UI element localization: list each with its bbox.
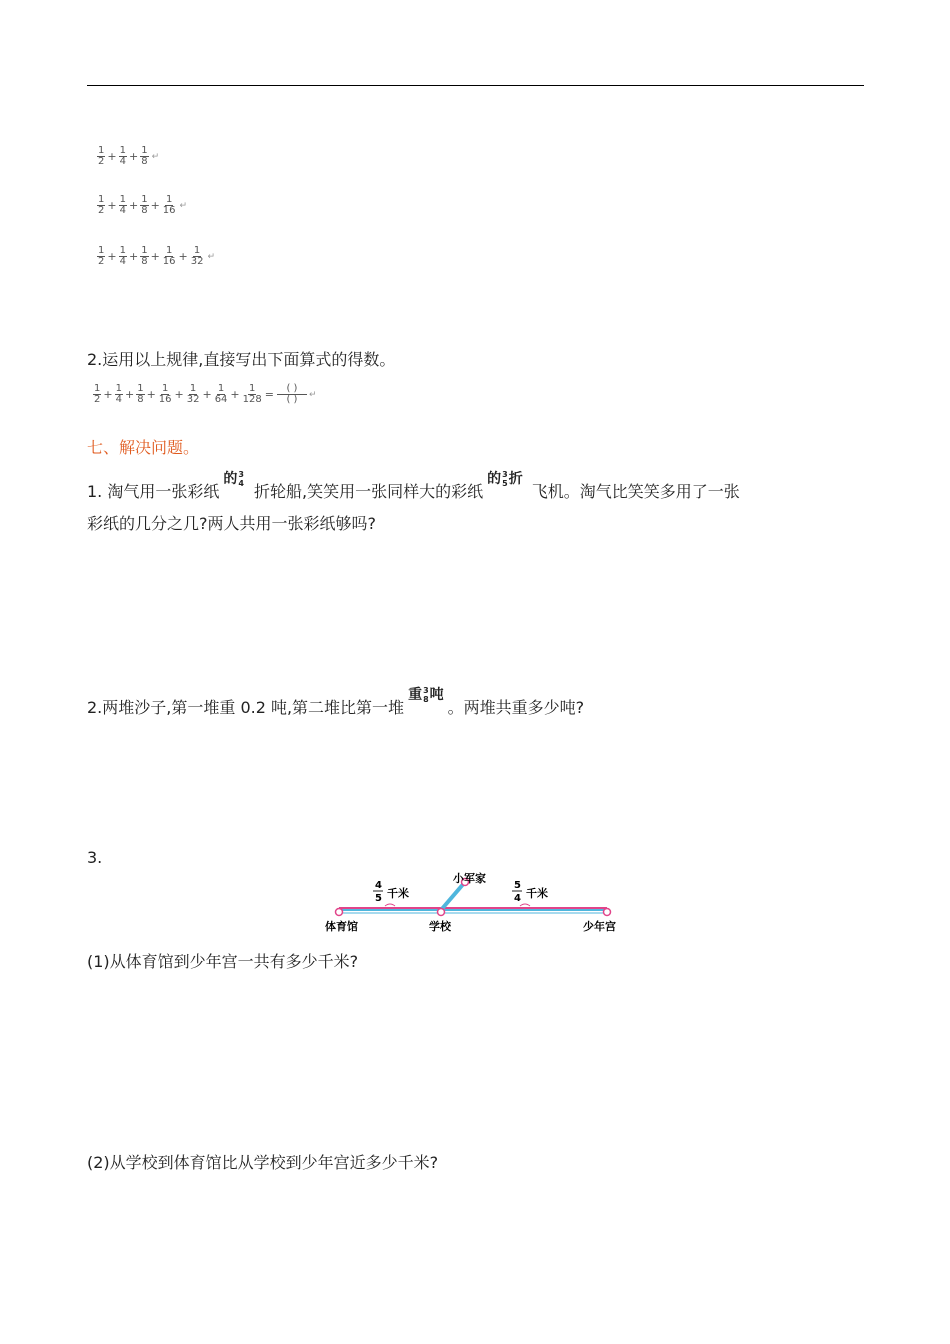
fraction-numerator: 1	[119, 145, 126, 156]
fraction-numerator: 1	[193, 245, 201, 256]
fraction-denominator: 4	[119, 156, 126, 167]
fraction-numerator: 1	[249, 383, 256, 394]
p2-seg2: 。两堆共重多少吨?	[447, 698, 585, 717]
plus-sign: +	[128, 250, 139, 263]
fraction	[140, 146, 148, 167]
plus-sign: +	[230, 388, 240, 401]
fraction	[140, 246, 148, 267]
p1-frac2-word: 的	[487, 471, 502, 487]
fraction-denominator: 4	[119, 205, 126, 216]
q2-expression	[92, 384, 317, 405]
route-diagram	[325, 866, 625, 938]
fraction	[186, 384, 201, 405]
fraction	[97, 195, 105, 216]
fraction	[158, 384, 173, 405]
p1-frac2-after: 折	[508, 471, 523, 487]
fraction-numerator: 1	[119, 245, 126, 256]
return-mark: ↵	[207, 251, 216, 262]
p1-frac2-num: 3	[502, 470, 508, 479]
gym-point	[336, 909, 343, 916]
fraction	[119, 246, 127, 267]
plus-sign: +	[128, 199, 139, 212]
fraction-numerator: 1	[141, 245, 148, 256]
fraction-denominator: 8	[141, 256, 148, 267]
fraction-denominator: 32	[186, 394, 200, 405]
sub-question-2: (2)从学校到体育馆比从学校到少年宫近多少千米?	[87, 1153, 439, 1172]
fraction-denominator: 4	[119, 256, 126, 267]
plus-sign: +	[178, 250, 188, 263]
plus-sign: +	[202, 388, 212, 401]
right-brace	[520, 904, 530, 906]
route-line-home	[441, 882, 465, 910]
plus-sign: +	[128, 150, 139, 163]
right-dist-den: 4	[514, 893, 521, 904]
q2-label: 2.运用以上规律,直接写出下面算式的得数。	[87, 350, 396, 369]
p1-seg2: 折轮船,笑笑用一张同样大的彩纸	[248, 482, 484, 501]
p1-frac1-den: 4	[238, 479, 244, 488]
fraction	[242, 384, 263, 405]
fraction-denominator: 16	[162, 205, 176, 216]
p2-fraction	[408, 686, 444, 704]
p2-frac-after: 吨	[429, 687, 444, 703]
fraction-denominator: 64	[214, 394, 228, 405]
answer-blank[interactable]	[277, 384, 307, 405]
p2-frac-num: 3	[423, 686, 429, 695]
p1-seg1: 1. 淘气用一张彩纸	[87, 482, 220, 501]
fraction-numerator: 1	[165, 194, 173, 205]
equals-sign: =	[264, 388, 274, 401]
fraction-numerator: 1	[98, 145, 105, 156]
palace-point	[604, 909, 611, 916]
fraction	[119, 195, 127, 216]
fraction-denominator: 8	[137, 394, 144, 405]
fraction-denominator: 8	[141, 205, 148, 216]
fraction	[97, 246, 105, 267]
home-label: 小军家	[453, 872, 486, 885]
fraction-numerator: 1	[119, 194, 126, 205]
p1-fraction-1	[223, 470, 245, 488]
left-dist-num: 4	[375, 880, 382, 891]
problem-3-label: 3.	[87, 848, 103, 867]
plus-sign: +	[103, 388, 113, 401]
problem-2	[87, 686, 585, 718]
fraction	[115, 384, 123, 405]
plus-sign: +	[107, 250, 117, 263]
left-dist-den: 5	[375, 893, 382, 904]
series-row	[96, 246, 215, 267]
fraction-denominator: 8	[141, 156, 148, 167]
fraction-denominator: 2	[98, 156, 105, 167]
fraction-numerator: 1	[141, 145, 148, 156]
answer-blank-top: ( )	[277, 384, 307, 395]
p1-seg3: 飞机。淘气比笑笑多用了一张	[526, 482, 740, 501]
plus-sign: +	[107, 199, 117, 212]
p1-frac1-word: 的	[223, 471, 238, 487]
problem-1-line-1	[87, 470, 740, 502]
fraction-numerator: 1	[115, 383, 122, 394]
fraction-denominator: 2	[98, 205, 105, 216]
fraction-numerator: 1	[94, 383, 101, 394]
p2-frac-word: 重	[408, 687, 423, 703]
fraction	[140, 195, 148, 216]
fraction-denominator: 16	[158, 394, 172, 405]
fraction-denominator: 128	[242, 394, 262, 405]
fraction-numerator: 1	[98, 194, 105, 205]
right-dist-unit: 千米	[526, 887, 548, 900]
sub-question-1: (1)从体育馆到少年宫一共有多少千米?	[87, 952, 359, 971]
fraction-numerator: 1	[141, 194, 148, 205]
header-rule	[87, 85, 864, 86]
left-brace	[385, 904, 395, 906]
plus-sign: +	[146, 388, 156, 401]
return-mark: ↵	[308, 389, 317, 400]
plus-sign: +	[124, 388, 135, 401]
return-mark: ↵	[151, 151, 160, 162]
plus-sign: +	[150, 199, 160, 212]
p1-frac2-den: 5	[502, 479, 508, 488]
fraction-denominator: 32	[190, 256, 204, 267]
fraction-numerator: 1	[98, 245, 105, 256]
plus-sign: +	[150, 250, 160, 263]
fraction-numerator: 1	[189, 383, 197, 394]
fraction	[97, 146, 105, 167]
p1-fraction-2	[487, 470, 523, 488]
fraction	[190, 246, 205, 267]
fraction-denominator: 16	[162, 256, 176, 267]
right-dist-num: 5	[514, 880, 521, 891]
p2-seg1: 2.两堆沙子,第一堆重 0.2 吨,第二堆比第一堆	[87, 698, 405, 717]
series-row	[96, 195, 187, 216]
school-label: 学校	[429, 920, 451, 933]
plus-sign: +	[174, 388, 184, 401]
return-mark: ↵	[179, 200, 188, 211]
fraction-numerator: 1	[165, 245, 173, 256]
gym-label: 体育馆	[325, 920, 358, 933]
fraction-denominator: 4	[115, 394, 122, 405]
palace-label: 少年宫	[583, 920, 616, 933]
fraction-numerator: 1	[137, 383, 144, 394]
fraction	[214, 384, 229, 405]
section-title: 七、解决问题。	[87, 438, 200, 457]
fraction	[162, 195, 177, 216]
fraction	[162, 246, 177, 267]
fraction-numerator: 1	[217, 383, 225, 394]
fraction	[136, 384, 144, 405]
fraction	[119, 146, 127, 167]
fraction	[93, 384, 101, 405]
plus-sign: +	[107, 150, 117, 163]
p1-frac1-num: 3	[238, 470, 244, 479]
school-point	[438, 909, 445, 916]
problem-1-line-2: 彩纸的几分之几?两人共用一张彩纸够吗?	[87, 514, 376, 533]
fraction-denominator: 2	[94, 394, 101, 405]
fraction-denominator: 2	[98, 256, 105, 267]
series-row	[96, 146, 159, 167]
answer-blank-bottom: ( )	[286, 394, 298, 405]
left-dist-unit: 千米	[387, 887, 409, 900]
p2-frac-den: 8	[423, 695, 429, 704]
fraction-numerator: 1	[161, 383, 169, 394]
